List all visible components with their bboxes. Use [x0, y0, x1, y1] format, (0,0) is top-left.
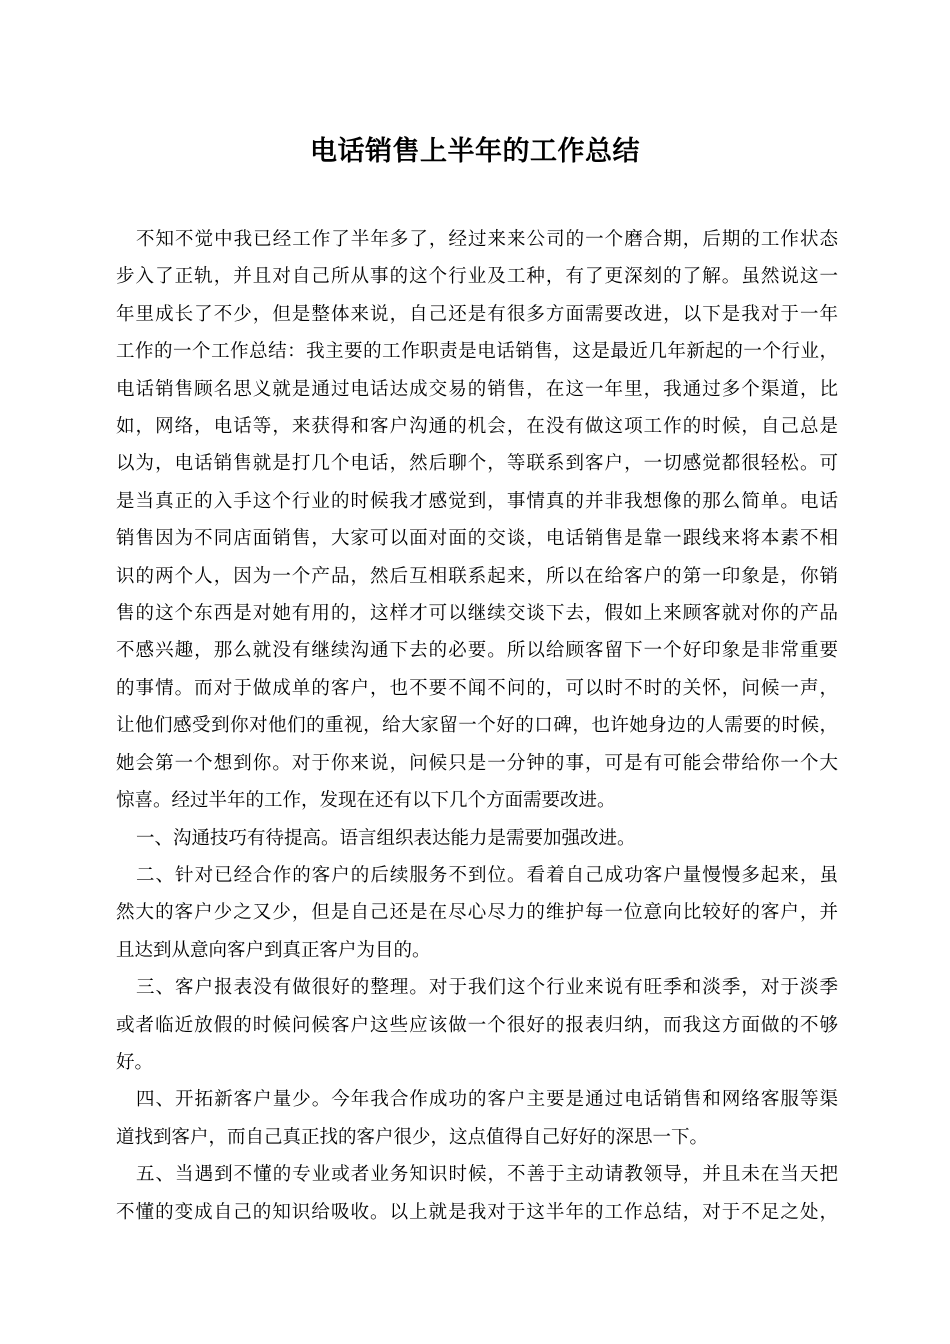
body-line: 一、沟通技巧有待提高。语言组织表达能力是需要加强改进。	[136, 827, 636, 849]
body-line: 年里成长了不少，但是整体来说，自己还是有很多方面需要改进，以下是我对于一年	[116, 303, 838, 325]
body-line: 不懂的变成自己的知识给吸收。以上就是我对于这半年的工作总结，对于不足之处，	[116, 1201, 838, 1223]
body-line: 不知不觉中我已经工作了半年多了，经过来来公司的一个磨合期，后期的工作状态	[136, 229, 838, 250]
body-line: 步入了正轨，并且对自己所从事的这个行业及工种，有了更深刻的了解。虽然说这一	[116, 266, 838, 288]
body-line: 售的这个东西是对她有用的，这样才可以继续交谈下去，假如上来顾客就对你的产品	[116, 603, 838, 625]
body-line: 的事情。而对于做成单的客户，也不要不闻不问的，可以时不时的关怀，问候一声，	[116, 677, 838, 699]
body-line: 是当真正的入手这个行业的时候我才感觉到，事情真的并非我想像的那么简单。电话	[116, 490, 838, 512]
body-line: 道找到客户，而自己真正找的客户很少，这点值得自己好好的深思一下。	[116, 1126, 709, 1148]
body-line: 以为，电话销售就是打几个电话，然后聊个，等联系到客户，一切感觉都很轻松。可	[116, 453, 838, 475]
body-line: 且达到从意向客户到真正客户为目的。	[116, 939, 431, 961]
document-body	[116, 221, 838, 1231]
body-line: 如，网络，电话等，来获得和客户沟通的机会，在没有做这项工作的时候，自己总是	[116, 416, 838, 438]
body-line: 识的两个人，因为一个产品，然后互相联系起来，所以在给客户的第一印象是，你销	[116, 565, 838, 587]
body-line: 不感兴趣，那么就没有继续沟通下去的必要。所以给顾客留下一个好印象是非常重要	[116, 640, 838, 662]
body-line: 四、开拓新客户量少。今年我合作成功的客户主要是通过电话销售和网络客服等渠	[136, 1089, 838, 1111]
body-line: 销售因为不同店面销售，大家可以面对面的交谈，电话销售是靠一跟线来将本素不相	[116, 528, 838, 550]
body-line: 让他们感受到你对他们的重视，给大家留一个好的口碑，也许她身边的人需要的时候，	[116, 715, 838, 737]
document-title: 电话销售上半年的工作总结	[310, 136, 640, 167]
body-line: 二、针对已经合作的客户的后续服务不到位。看着自己成功客户量慢慢多起来，虽	[136, 864, 838, 886]
body-line: 她会第一个想到你。对于你来说，问候只是一分钟的事，可是有可能会带给你一个大	[116, 752, 838, 774]
body-line: 好。	[116, 1051, 154, 1073]
body-line: 惊喜。经过半年的工作，发现在还有以下几个方面需要改进。	[116, 790, 616, 812]
body-line: 或者临近放假的时候问候客户这些应该做一个很好的报表归纳，而我这方面做的不够	[116, 1014, 838, 1036]
body-line: 然大的客户少之又少，但是自己还是在尽心尽力的维护每一位意向比较好的客户，并	[116, 902, 838, 924]
body-line: 电话销售顾名思义就是通过电话达成交易的销售，在这一年里，我通过多个渠道，比	[116, 378, 838, 400]
body-line: 三、客户报表没有做很好的整理。对于我们这个行业来说有旺季和淡季，对于淡季	[136, 977, 838, 999]
body-line: 五、当遇到不懂的专业或者业务知识时候，不善于主动请教领导，并且未在当天把	[136, 1164, 838, 1186]
body-line: 工作的一个工作总结：我主要的工作职责是电话销售，这是最近几年新起的一个行业，	[116, 341, 838, 363]
